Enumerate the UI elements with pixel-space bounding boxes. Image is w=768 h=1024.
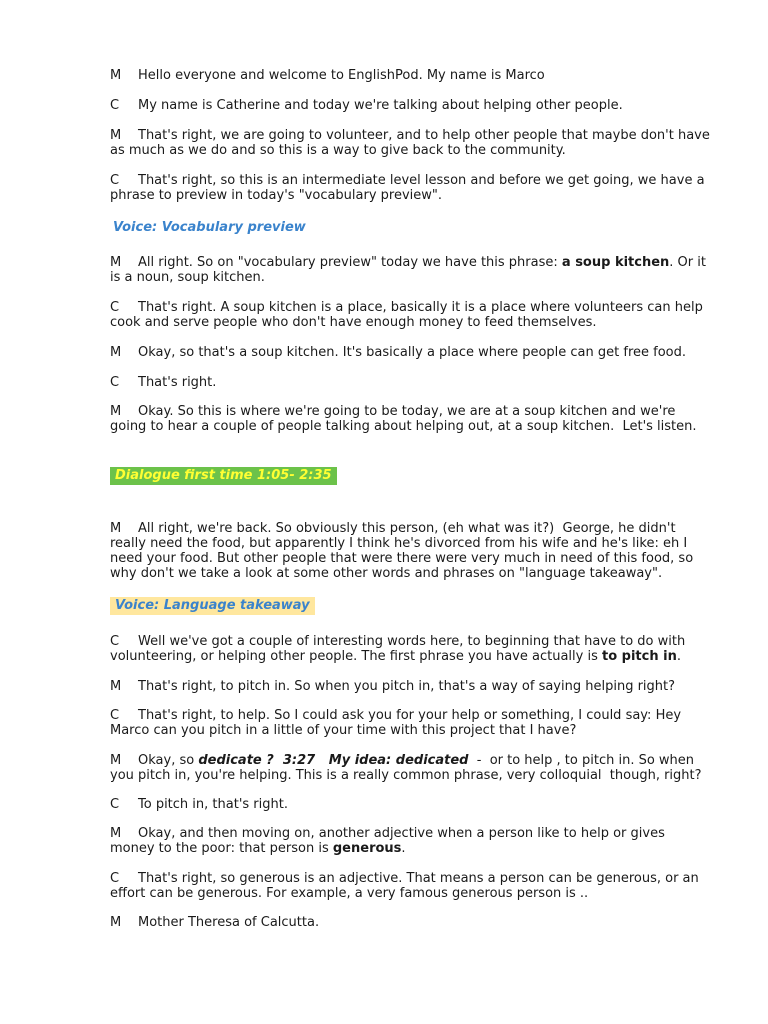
- line-text: All right. So on "vocabulary preview" today we have this phrase:: [138, 255, 562, 270]
- speaker-label: C: [110, 173, 120, 188]
- transcript-line: [110, 915, 710, 930]
- transcript-line: [110, 255, 710, 285]
- line-text: All right, we're back. So obviously this person, (eh what was it?) George, he didn't really need the food, but apparently I think he's divorced from his wife and he's like: eh I need your food. But other people that were there were very much in need of this food, so why don't we take a look at some other words and phrases on "language takeaway".: [110, 521, 698, 581]
- section-heading-vocabulary-preview: Voice: Vocabulary preview: [113, 220, 306, 235]
- speaker-label: C: [110, 708, 120, 723]
- key-phrase: a soup kitchen: [561, 255, 670, 270]
- speaker-label: C: [110, 871, 120, 886]
- line-text: Okay, and then moving on, another adjective when a person like to help or gives money to the poor: that person is: [110, 826, 670, 856]
- speaker-label: M: [110, 128, 122, 143]
- line-text: That's right, to pitch in. So when you pitch in, that's a way of saying helping right?: [138, 679, 676, 694]
- line-text: - or to help , to pitch in. So when you pitch in, you're helping. This is a really common phrase, very colloquial though, right?: [110, 753, 702, 783]
- line-text: Hello everyone and welcome to EnglishPod. My name is Marco: [138, 68, 545, 83]
- transcript-line: [110, 634, 710, 664]
- line-text: Okay, so that's a soup kitchen. It's basically a place where people can get free food.: [138, 345, 687, 360]
- speaker-label: M: [110, 915, 122, 930]
- transcript-line: [110, 98, 710, 113]
- line-text: Okay, so: [138, 753, 199, 768]
- line-text: That's right. A soup kitchen is a place, basically it is a place where volunteers can help cook and serve people who don't have enough money to feed themselves.: [110, 300, 707, 330]
- line-text: That's right.: [138, 375, 217, 390]
- line-text: My name is Catherine and today we're talking about helping other people.: [138, 98, 623, 113]
- line-text: To pitch in, that's right.: [138, 797, 288, 812]
- speaker-label: C: [110, 300, 120, 315]
- speaker-label: C: [110, 375, 120, 390]
- transcript-line: [110, 375, 710, 390]
- line-text: That's right, so this is an intermediate level lesson and before we get going, we have a phrase to preview in today's "vocabulary preview".: [110, 173, 709, 203]
- transcript-line: [110, 826, 710, 856]
- line-text: Okay. So this is where we're going to be today, we are at a soup kitchen and we're going to hear a couple of people talking about helping out, at a soup kitchen. Let's listen.: [110, 404, 697, 434]
- speaker-label: C: [110, 98, 120, 113]
- speaker-label: M: [110, 345, 122, 360]
- transcript-line: [110, 345, 710, 360]
- speaker-label: M: [110, 753, 122, 768]
- transcript-line: [110, 708, 710, 738]
- transcript-line: [110, 753, 710, 783]
- speaker-label: M: [110, 255, 122, 270]
- transcript-line: [110, 173, 710, 203]
- speaker-label: M: [110, 404, 122, 419]
- section-heading-dialogue: Dialogue first time 1:05- 2:35: [110, 467, 337, 485]
- line-text: Mother Theresa of Calcutta.: [138, 915, 320, 930]
- line-text: That's right, we are going to volunteer, and to help other people that maybe don't have as much as we do and so this is a way to give back to the community.: [110, 128, 715, 158]
- transcript-line: [110, 128, 715, 158]
- transcript-line: [110, 68, 710, 83]
- speaker-label: M: [110, 521, 122, 536]
- speaker-label: M: [110, 826, 122, 841]
- line-text: That's right, so generous is an adjective. That means a person can be generous, or an effort can be generous. For example, a very famous generous person is ..: [110, 871, 703, 901]
- key-phrase: to pitch in: [602, 649, 677, 664]
- transcript-line: [110, 521, 710, 581]
- line-text: .: [676, 649, 681, 664]
- transcript-line: [110, 871, 710, 901]
- speaker-label: M: [110, 68, 122, 83]
- transcript-line: [110, 300, 710, 330]
- line-text: .: [401, 841, 406, 856]
- section-heading-language-takeaway: Voice: Language takeaway: [110, 597, 315, 615]
- speaker-label: C: [110, 797, 120, 812]
- transcript-line: [110, 404, 710, 434]
- line-text: Well we've got a couple of interesting words here, to beginning that have to do with volunteering, or helping other people. The first phrase you have actually is: [110, 634, 690, 664]
- line-text: . Or it is a noun, soup kitchen.: [110, 255, 711, 285]
- line-text: That's right, to help. So I could ask you for your help or something, I could say: Hey Marco can you pitch in a little of your time with this project that I have?: [110, 708, 686, 738]
- note-text: dedicate ? 3:27 My idea: dedicated: [198, 753, 469, 768]
- speaker-label: M: [110, 679, 122, 694]
- speaker-label: C: [110, 634, 120, 649]
- key-phrase: generous: [332, 841, 402, 856]
- transcript-line: [110, 679, 710, 694]
- transcript-line: [110, 797, 710, 812]
